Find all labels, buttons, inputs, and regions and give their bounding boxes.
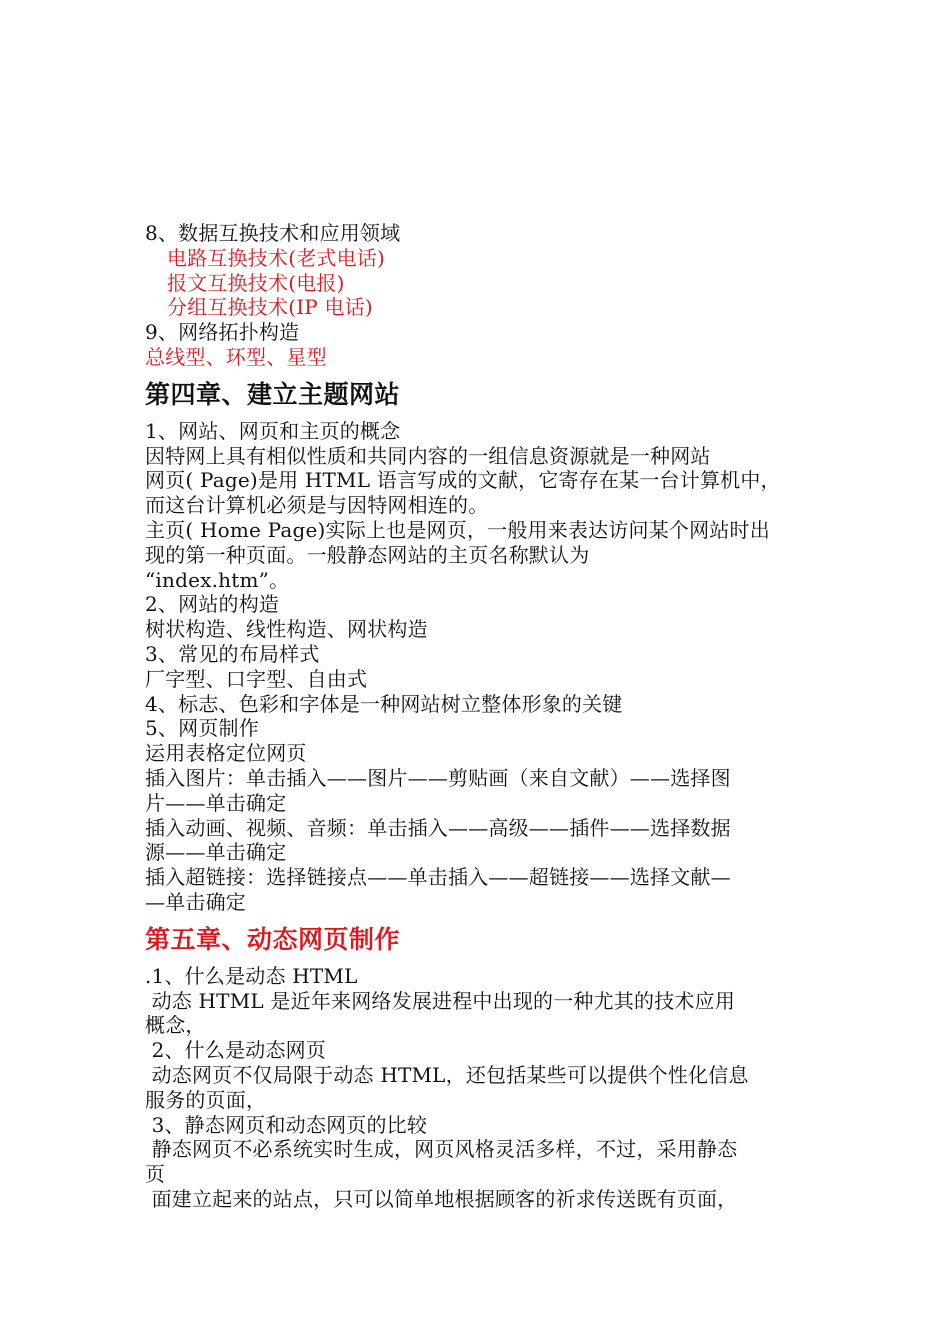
chapter4-line: 2、网站的构造 (145, 592, 280, 617)
chapter4-line: 3、常见的布局样式 (145, 641, 320, 666)
chapter5-line: 页 (145, 1162, 166, 1187)
chapter5-line: 动态网页不仅局限于动态 HTML，还包括某些可以提供个性化信息 (145, 1062, 749, 1087)
chapter4-line: 运用表格定位网页 (145, 741, 307, 766)
chapter4-heading: 第四章、建立主题网站 (145, 379, 401, 409)
chapter5-line: 静态网页不必系统实时生成，网页风格灵活多样，不过，采用静态 (145, 1137, 738, 1162)
chapter4-body (145, 419, 817, 915)
chapter4-line: “index.htm”。 (145, 567, 290, 592)
chapter4-line: —单击确定 (145, 889, 246, 914)
chapter4-line: 网页( Page)是用 HTML 语言写成的文献，它寄存在某一台计算机中， (145, 468, 781, 493)
section8-title: 8、数据互换技术和应用领域 (145, 221, 401, 245)
chapter4-line: 而这台计算机必须是与因特网相连的。 (145, 493, 489, 518)
chapter5-line: 面建立起来的站点，只可以简单地根据顾客的祈求传送既有页面， (145, 1186, 738, 1211)
chapter4-line: 片——单击确定 (145, 790, 287, 815)
chapter5-line: 3、静态网页和动态网页的比较 (145, 1112, 428, 1137)
chapter4-line: 主页( Home Page)实际上也是网页，一般用来表达访问某个网站时出 (145, 517, 770, 542)
chapter4-line: 插入动画、视频、音频：单击插入——高级——插件——选择数据 (145, 815, 731, 840)
chapter4-line: 插入超链接：选择链接点——单击插入——超链接——选择文献— (145, 865, 731, 890)
chapter5-line: 概念， (145, 1013, 206, 1038)
section9-title: 9、网络拓扑构造 (145, 320, 300, 345)
section9-answer: 总线型、环型、星型 (145, 344, 327, 369)
section8-item-circuit: 电路互换技术(老式电话) (167, 245, 386, 270)
section8-item-packet: 分组互换技术(IP 电话) (167, 295, 373, 320)
chapter4-line: 厂字型、口字型、自由式 (145, 666, 368, 691)
chapter5-heading: 第五章、动态网页制作 (145, 924, 401, 954)
chapter5-line: .1、什么是动态 HTML (145, 963, 358, 988)
document-page (145, 221, 817, 1212)
chapter4-line: 5、网页制作 (145, 716, 259, 741)
chapter4-line: 因特网上具有相似性质和共同内容的一组信息资源就是一种网站 (145, 443, 711, 468)
chapter4-line: 4、标志、色彩和字体是一种网站树立整体形象的关键 (145, 691, 623, 716)
chapter4-line: 插入图片：单击插入——图片——剪贴画（来自文献）——选择图 (145, 765, 731, 790)
chapter4-line: 树状构造、线性构造、网状构造 (145, 617, 428, 642)
chapter4-line: 现的第一种页面。一般静态网站的主页名称默认为 (145, 542, 590, 567)
chapter5-body (145, 964, 817, 1212)
chapter5-line: 动态 HTML 是近年来网络发展进程中出现的一种尤其的技术应用 (145, 988, 736, 1013)
chapter5-line: 2、什么是动态网页 (145, 1038, 327, 1063)
section8-item-message: 报文互换技术(电报) (167, 270, 345, 295)
chapter5-line: 服务的页面， (145, 1087, 267, 1112)
chapter4-line: 1、网站、网页和主页的概念 (145, 418, 401, 443)
chapter4-line: 源——单击确定 (145, 840, 287, 865)
